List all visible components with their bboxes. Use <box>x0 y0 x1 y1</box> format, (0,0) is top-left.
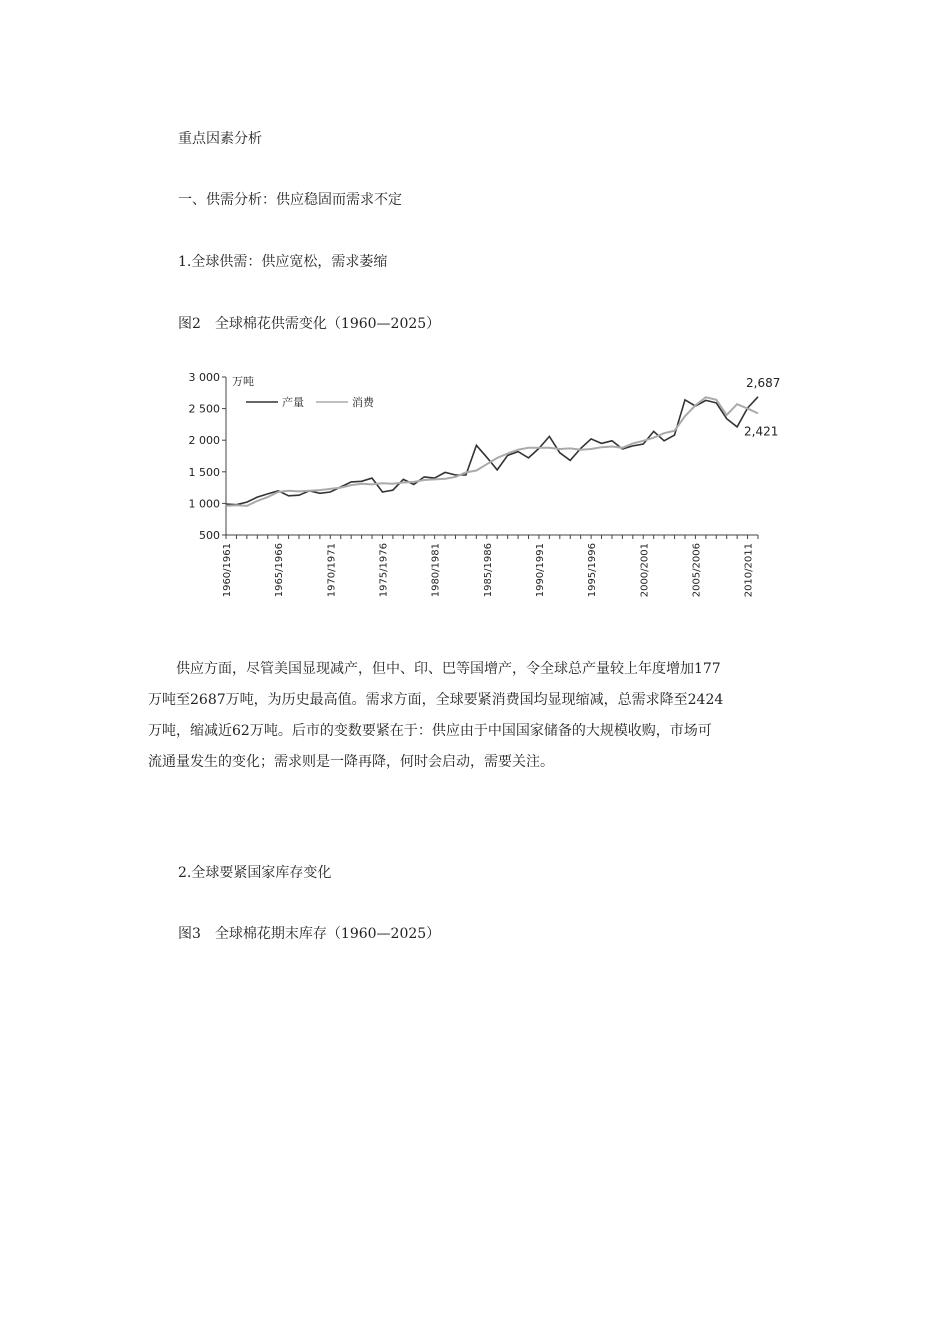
paragraph-line: 流通量发生的变化；需求则是一降再降，何时会启动，需要关注。 <box>148 754 554 770</box>
subsection-heading-supply-demand: 一、供需分析：供应稳固而需求不定 <box>178 192 402 208</box>
annotation-consumption-latest: 2,421 <box>744 424 779 439</box>
x-tick-label: 1970/1971 <box>326 543 338 598</box>
y-tick-label: 2 500 <box>188 402 220 416</box>
paragraph-line: 万吨至2687万吨，为历史最高值。需求方面，全球要紧消费国均显现缩减，总需求降至2424 <box>148 692 724 708</box>
figure-3-caption: 图3 全球棉花期末库存（1960—2025） <box>178 926 441 942</box>
x-tick-label: 1960/1961 <box>222 543 233 598</box>
supply-demand-line-chart <box>168 364 788 614</box>
y-tick-label: 3 000 <box>188 371 220 384</box>
series-line-consumption <box>226 397 758 506</box>
section-heading: 重点因素分析 <box>178 131 262 147</box>
x-tick-label: 1995/1996 <box>587 543 599 598</box>
y-unit-label: 万吨 <box>232 375 254 388</box>
y-tick-label: 1 000 <box>188 497 220 511</box>
x-tick-label: 1980/1981 <box>430 543 442 598</box>
y-tick-label: 1 500 <box>188 465 220 479</box>
x-tick-label: 1985/1986 <box>482 543 494 598</box>
subsection-heading-inventory: 2.全球要紧国家库存变化 <box>178 865 332 881</box>
chart-legend <box>246 395 375 409</box>
x-tick-label: 1975/1976 <box>378 543 390 598</box>
y-axis <box>189 371 255 542</box>
subsection-heading-global-supply: 1.全球供需：供应宽松，需求萎缩 <box>178 254 388 270</box>
figure-2-caption: 图2 全球棉花供需变化（1960—2025） <box>178 316 441 332</box>
x-tick-label: 2005/2006 <box>691 543 703 598</box>
paragraph-line: 供应方面，尽管美国显现减产，但中、印、巴等国增产，令全球总产量较上年度增加177 <box>176 661 721 677</box>
x-tick-label: 1990/1991 <box>534 543 546 598</box>
y-tick-label: 2 000 <box>188 434 220 448</box>
paragraph-line: 万吨，缩减近62万吨。后市的变数要紧在于：供应由于中国国家储备的大规模收购，市场可 <box>148 723 712 739</box>
analysis-paragraph <box>148 654 808 778</box>
x-tick-label: 2010/2011 <box>743 543 755 598</box>
annotation-production-latest: 2,687 <box>746 375 781 390</box>
legend-label: 消费 <box>352 396 374 409</box>
series-lines <box>226 397 758 506</box>
legend-label: 产量 <box>282 396 304 409</box>
y-tick-label: 500 <box>199 529 220 542</box>
series-line-production <box>226 397 758 505</box>
x-axis <box>222 535 758 597</box>
x-tick-label: 2000/2001 <box>639 543 651 598</box>
x-tick-label: 1965/1966 <box>274 543 286 598</box>
